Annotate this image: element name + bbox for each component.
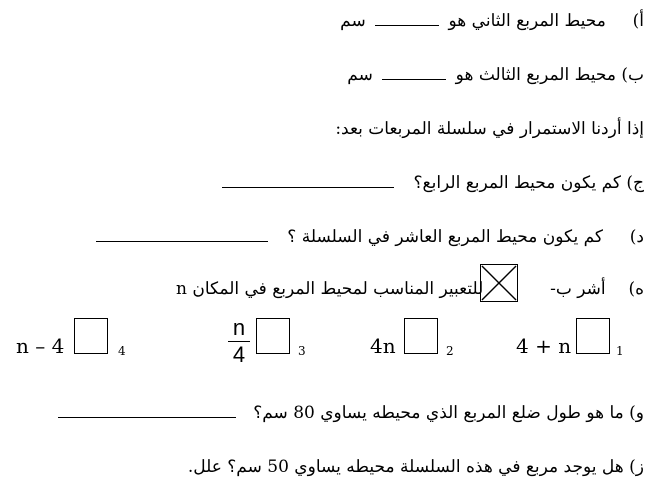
- option-2-expression: 4n: [370, 334, 396, 358]
- answer-blank-a[interactable]: [375, 11, 439, 26]
- question-g: [12, 456, 644, 478]
- question-d-text: كم يكون محيط المربع العاشر في السلسلة ؟: [287, 227, 603, 247]
- question-g-label: ز): [629, 457, 644, 477]
- question-d-label: د): [629, 227, 644, 247]
- question-b-unit: سم: [347, 65, 373, 85]
- question-a-unit: سم: [340, 11, 366, 31]
- question-a-text: محيط المربع الثاني هو: [448, 11, 606, 31]
- option-4-expression: n – 4: [16, 334, 65, 358]
- question-e-text-after: للتعبير المناسب لمحيط المربع في المكان: [192, 279, 484, 299]
- question-e-variable: n: [175, 279, 187, 299]
- question-b: [12, 64, 644, 86]
- answer-blank-c[interactable]: [222, 173, 394, 188]
- question-d: [12, 226, 644, 248]
- option-3-index: 3: [298, 344, 306, 358]
- option-2-checkbox[interactable]: [404, 318, 438, 354]
- question-f-text: ما هو طول ضلع المربع الذي محيطه يساوي 80 سم؟: [253, 403, 624, 423]
- answer-blank-f[interactable]: [58, 403, 236, 418]
- option-3-numerator: n: [232, 315, 246, 340]
- question-c-label: ج): [626, 173, 644, 193]
- question-e: [12, 278, 644, 300]
- option-3-checkbox[interactable]: [256, 318, 290, 354]
- option-4-index: 4: [118, 344, 126, 358]
- option-4-checkbox[interactable]: [74, 318, 108, 354]
- question-c-text: كم يكون محيط المربع الرابع؟: [413, 173, 621, 193]
- question-e-label: ه): [628, 279, 644, 299]
- question-c: [12, 172, 644, 194]
- option-3-denominator: 4: [232, 342, 246, 367]
- answer-blank-b[interactable]: [382, 65, 446, 80]
- question-f: [12, 402, 644, 424]
- question-b-text: محيط المربع الثالث هو: [455, 65, 616, 85]
- question-e-text-before: أشر ب-: [550, 279, 606, 299]
- answer-blank-d[interactable]: [96, 227, 268, 242]
- option-3-fraction: [228, 316, 250, 367]
- question-f-label: و): [629, 403, 644, 423]
- intro-text: إذا أردنا الاستمرار في سلسلة المربعات بعد:: [335, 119, 644, 139]
- crossed-box-icon: [480, 264, 518, 302]
- question-b-label: ب): [621, 65, 644, 85]
- question-g-text: هل يوجد مربع في هذه السلسلة محيطه يساوي 50 سم؟ علل.: [187, 457, 624, 477]
- option-2-index: 2: [446, 344, 454, 358]
- option-1-checkbox[interactable]: [576, 318, 610, 354]
- question-a-label: أ): [632, 11, 644, 31]
- option-1-expression: 4 + n: [516, 334, 572, 358]
- option-1-index: 1: [616, 344, 624, 358]
- question-a: [12, 10, 644, 32]
